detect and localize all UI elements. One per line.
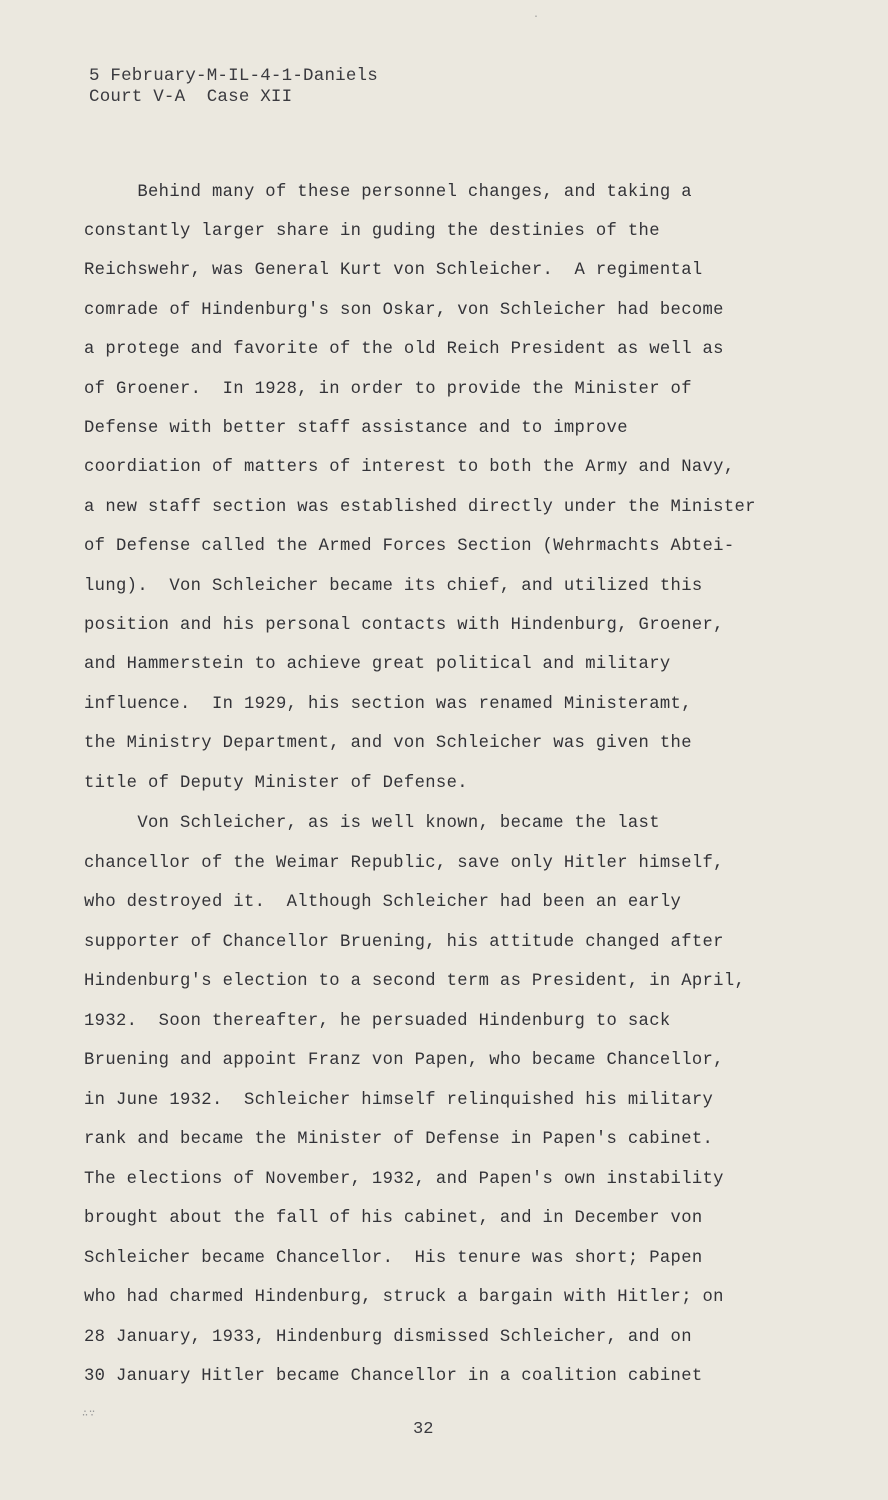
text-line: coordiation of matters of interest to both the Army and Navy, [84, 458, 735, 477]
paper-speck: ∴∵ [82, 1409, 97, 1420]
paper-speck: · [533, 12, 540, 23]
text-line: of Groener. In 1928, in order to provide the Minister of [84, 380, 692, 399]
text-line: Schleicher became Chancellor. His tenure was short; Papen [84, 1249, 703, 1268]
text-line: Defense with better staff assistance and to improve [84, 419, 628, 438]
header-line-court-case: Court V-A Case XII [89, 87, 293, 107]
text-line: Hindenburg's election to a second term as President, in April, [84, 972, 746, 991]
text-line: and Hammerstein to achieve great political and military [84, 655, 671, 674]
text-line: a protege and favorite of the old Reich President as well as [84, 340, 724, 359]
text-line: position and his personal contacts with Hindenburg, Groener, [84, 616, 724, 635]
text-line: Behind many of these personnel changes, and taking a [84, 183, 692, 202]
text-line: lung). Von Schleicher became its chief, and utilized this [84, 577, 703, 596]
text-line: rank and became the Minister of Defense in Papen's cabinet. [84, 1130, 714, 1149]
text-line: title of Deputy Minister of Defense. [84, 774, 468, 793]
text-line: The elections of November, 1932, and Papen's own instability [84, 1170, 724, 1189]
page-number: 32 [413, 1420, 434, 1439]
text-line: Bruening and appoint Franz von Papen, who became Chancellor, [84, 1051, 724, 1070]
text-line: brought about the fall of his cabinet, and in December von [84, 1209, 703, 1228]
text-line: Von Schleicher, as is well known, became the last [84, 814, 660, 833]
text-line: 28 January, 1933, Hindenburg dismissed Schleicher, and on [84, 1328, 692, 1347]
text-line: Reichswehr, was General Kurt von Schleicher. A regimental [84, 261, 703, 280]
text-line: 1932. Soon thereafter, he persuaded Hindenburg to sack [84, 1012, 671, 1031]
text-line: constantly larger share in guding the destinies of the [84, 222, 660, 241]
text-line: influence. In 1929, his section was renamed Ministeramt, [84, 695, 692, 714]
text-line: a new staff section was established directly under the Minister [84, 498, 756, 517]
text-line: who had charmed Hindenburg, struck a bargain with Hitler; on [84, 1288, 724, 1307]
text-line: of Defense called the Armed Forces Section (Wehrmachts Abtei- [84, 537, 735, 556]
text-line: 30 January Hitler became Chancellor in a coalition cabinet [84, 1367, 703, 1386]
header-line-date-reference: 5 February-M-IL-4-1-Daniels [89, 66, 378, 86]
text-line: comrade of Hindenburg's son Oskar, von Schleicher had become [84, 301, 724, 320]
text-line: who destroyed it. Although Schleicher had been an early [84, 893, 682, 912]
text-line: supporter of Chancellor Bruening, his attitude changed after [84, 933, 724, 952]
text-line: the Ministry Department, and von Schleicher was given the [84, 734, 692, 753]
document-header [89, 66, 378, 108]
text-line: chancellor of the Weimar Republic, save only Hitler himself, [84, 854, 724, 873]
text-line: in June 1932. Schleicher himself relinquished his military [84, 1091, 714, 1110]
